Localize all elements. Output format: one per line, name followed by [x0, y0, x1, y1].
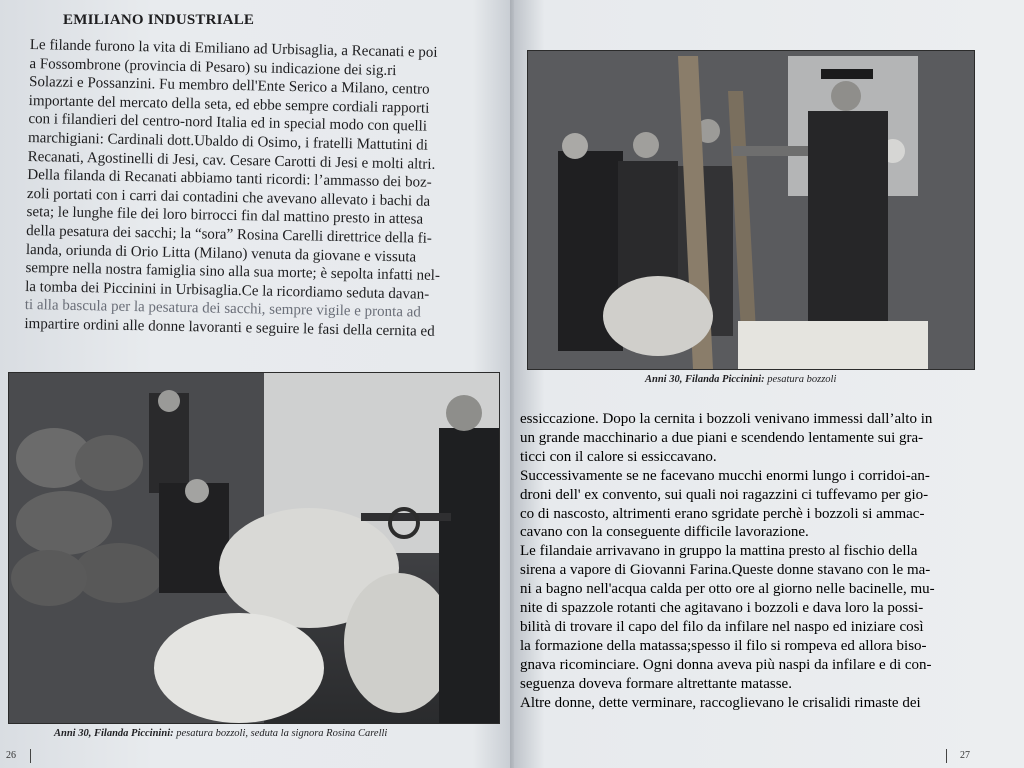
- text-line: Solazzi e Possanzini. Fu membro dell'Ente Serico a Milano, centro: [28, 74, 430, 98]
- page-number-right: 27: [960, 750, 970, 761]
- photo-weighing-sacks-seated-woman: [8, 372, 500, 724]
- text-line: con i filandieri del centro-nord Italia ed in special modo con quelli: [28, 111, 428, 136]
- sack: [75, 435, 143, 491]
- photo-illustration: [528, 51, 974, 369]
- text-line: Le filande furono la vita di Emiliano ad Urbisaglia, a Recanati e poi: [29, 36, 438, 61]
- caption-right: [645, 374, 836, 385]
- caption-left: [54, 728, 387, 739]
- chapter-heading: EMILIANO INDUSTRIALE: [63, 12, 255, 28]
- head: [158, 390, 180, 412]
- sack: [16, 491, 112, 555]
- text-line: importante del mercato della seta, ed ebbe sempre cordiali rapporti: [28, 92, 430, 117]
- text-line: la formazione della matassa;spesso il filo si rompeva ed allora biso-: [520, 637, 927, 654]
- text-line: nite di spazzole rotanti che agitavano i bozzoli e dava loro la possi-: [520, 600, 924, 617]
- page-number-rule: [30, 749, 31, 763]
- text-line: essiccazione. Dopo la cernita i bozzoli venivano immessi dall’alto in: [520, 411, 933, 427]
- left-body-text: [24, 36, 500, 342]
- text-line: ti alla bascula per la pesatura dei sacchi, sempre vigile e pronta ad: [24, 297, 422, 321]
- caption-bold: Anni 30, Filanda Piccinini:: [54, 728, 174, 739]
- text-line: Successivamente se ne facevano mucchi enormi lungo i corridoi-an-: [520, 467, 930, 484]
- text-line: Della filanda di Recanati abbiamo tanti ricordi: l’ammasso dei boz-: [27, 167, 432, 191]
- text-line: ni a bagno nell'acqua calda per otto ore al giorno nelle bacinelle, mu-: [520, 581, 935, 598]
- text-line: landa, oriunda di Orio Litta (Milano) venuta da giovane e vissuta: [25, 241, 417, 265]
- head: [446, 395, 482, 431]
- page-number-rule: [946, 749, 947, 763]
- photo-illustration: [9, 373, 499, 723]
- caption-bold: Anni 30, Filanda Piccinini:: [645, 374, 765, 385]
- large-sack: [344, 573, 454, 713]
- head: [562, 133, 588, 159]
- text-line: bilità di trovare il capo del filo da infilare nel naspo ed iniziare così: [520, 618, 924, 635]
- sack: [74, 543, 164, 603]
- man-in-hat: [808, 111, 888, 341]
- text-line: sempre nella nostra famiglia sino alla sua morte; è sepolta infatti nel-: [25, 260, 441, 285]
- caption-text: pesatura bozzoli: [764, 374, 837, 385]
- head: [633, 132, 659, 158]
- text-line: Le filandaie arrivavano in gruppo la mattina presto al fischio della: [520, 543, 918, 560]
- photo-weighing-cocoons: [527, 50, 975, 370]
- text-line: zoli portati con i carri dai contadini che avevano allevato i bachi da: [26, 185, 431, 210]
- text-line: gnava ricominciare. Ogni donna aveva più naspi da infilare e di con-: [520, 656, 932, 673]
- text-line: droni dell' ex convento, sui quali noi ragazzini ci tuffevamo per gio-: [520, 486, 929, 503]
- head: [185, 479, 209, 503]
- text-line: a Fossombrone (provincia di Pesaro) su indicazione dei sig.ri: [29, 55, 397, 79]
- text-line: Altre donne, dette verminare, raccoglievano le crisalidi rimaste dei: [520, 694, 921, 711]
- text-line: co di nascosto, altrimenti erano sgridate perchè i bozzoli si ammac-: [520, 505, 925, 522]
- text-line: impartire ordini alle donne lavoranti e seguire le fasi della cernita ed: [24, 315, 435, 340]
- text-line: sirena a vapore di Giovanni Farina.Queste donne stavano con le ma-: [520, 562, 931, 579]
- page-number-left: 26: [6, 750, 16, 761]
- cocoon-pile: [738, 321, 928, 369]
- text-line: un grande macchinario a due piani e scendendo lentamente sui gra-: [520, 429, 924, 446]
- text-line: della pesatura dei sacchi; la “sora” Rosina Carelli direttrice della fi-: [26, 222, 432, 247]
- text-line: cavano con la conseguente difficile lavorazione.: [520, 524, 809, 541]
- text-line: seta; le lunghe file dei loro birrocci fin dal mattino presto in attesa: [26, 204, 424, 228]
- text-line: marchigiani: Cardinali dott.Ubaldo di Osimo, i fratelli Mattutini di: [27, 129, 429, 154]
- text-line: seguenza doveva formare altrettante matasse.: [520, 675, 792, 692]
- caption-text: pesatura bozzoli, seduta la signora Rosina Carelli: [173, 728, 388, 739]
- scale-beam: [361, 513, 451, 521]
- sack: [603, 276, 713, 356]
- right-body-text: [520, 410, 976, 713]
- large-sack: [154, 613, 324, 723]
- text-line: la tomba dei Piccinini in Urbisaglia.Ce la ricordiamo seduta davan-: [25, 278, 430, 303]
- standing-man-suit: [439, 428, 499, 723]
- text-line: ticci con il calore si essiccavano.: [520, 448, 717, 465]
- sack: [11, 550, 87, 606]
- hat: [821, 69, 873, 79]
- head: [831, 81, 861, 111]
- text-line: Recanati, Agostinelli di Jesi, cav. Cesare Carotti di Jesi e molti altri.: [27, 148, 436, 173]
